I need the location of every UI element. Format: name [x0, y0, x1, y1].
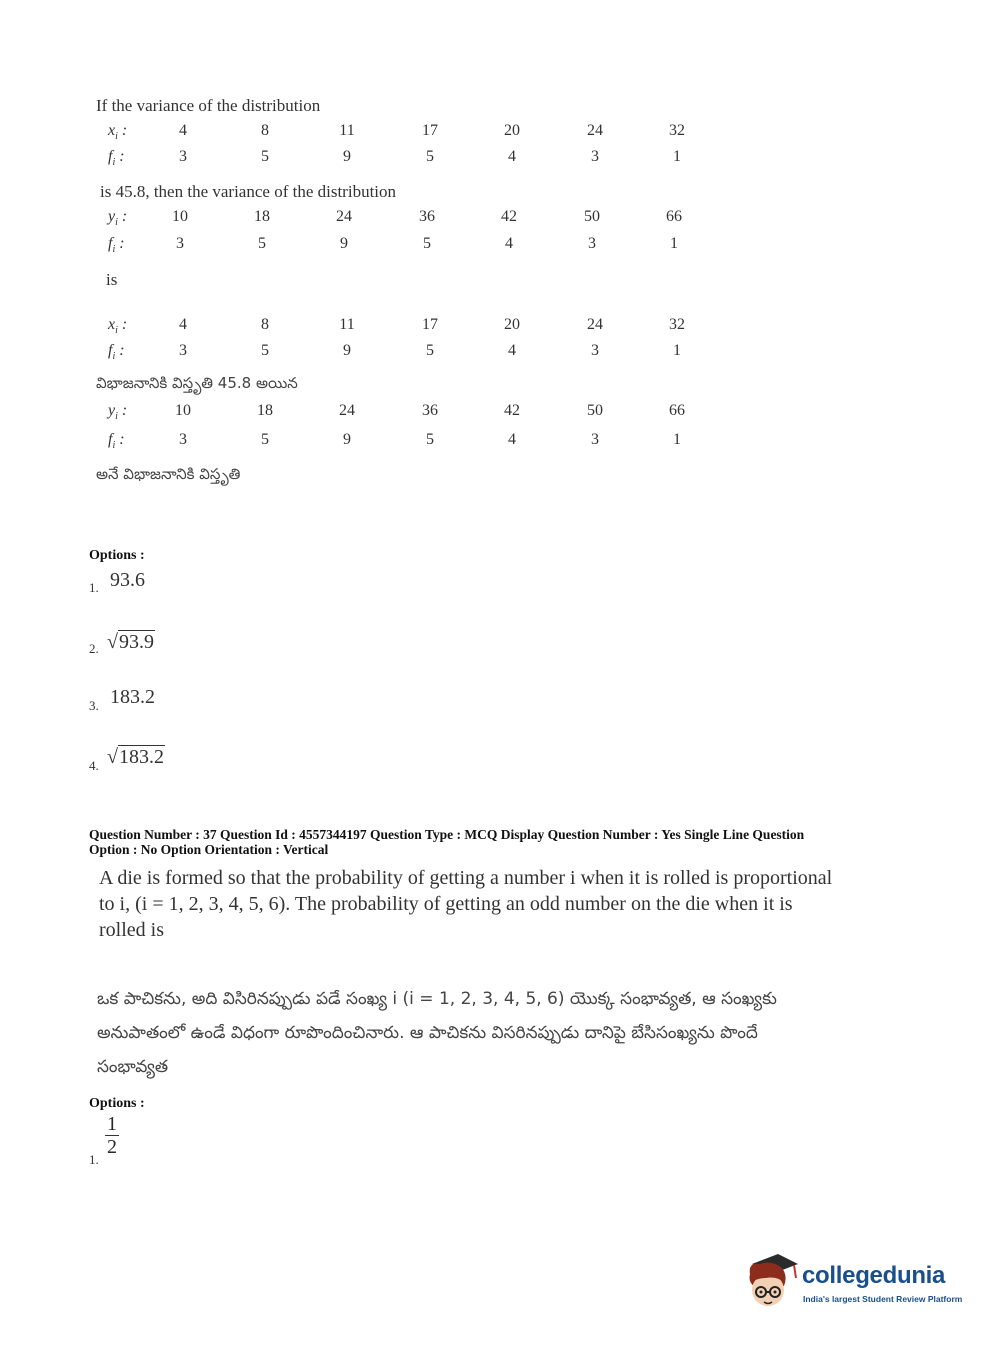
- table-cell: 24: [587, 122, 603, 139]
- table-cell: 50: [587, 402, 603, 419]
- table-3-x-row: [0, 316, 1001, 340]
- table-cell: 66: [666, 208, 682, 225]
- table-cell: 8: [261, 122, 269, 139]
- table-cell: 50: [584, 208, 600, 225]
- table-cell: 9: [343, 148, 351, 165]
- table-cell: 4: [508, 431, 516, 448]
- option-value: 93.6: [110, 569, 145, 591]
- sqrt-icon: √: [107, 746, 118, 768]
- table-cell: 17: [422, 316, 438, 333]
- table-cell: 11: [339, 316, 355, 333]
- table-cell: 4: [179, 316, 187, 333]
- table-cell: 10: [172, 208, 188, 225]
- table-cell: 3: [179, 342, 187, 359]
- table-cell: 3: [179, 431, 187, 448]
- options-label: Options :: [89, 1096, 145, 1111]
- f-label: $f_i$ :: [108, 235, 125, 256]
- table-cell: 9: [340, 235, 348, 252]
- question-line: సంభావ్యత: [97, 1057, 169, 1077]
- question-header-line-2: Option : No Option Orientation : Vertical: [89, 842, 329, 857]
- table-cell: 36: [422, 402, 438, 419]
- table-cell: 18: [254, 208, 270, 225]
- table-cell: 5: [261, 148, 269, 165]
- question-line: rolled is: [99, 919, 164, 941]
- table-1-x-row: [0, 122, 1001, 146]
- table-4-f-row: [0, 431, 1001, 455]
- x-label: $x_i$ :: [108, 122, 128, 143]
- table-cell: 36: [419, 208, 435, 225]
- table-cell: 3: [591, 431, 599, 448]
- table-cell: 1: [673, 342, 681, 359]
- logo-name: collegedunia: [802, 1262, 946, 1289]
- table-cell: 5: [423, 235, 431, 252]
- table-cell: 24: [587, 316, 603, 333]
- option-value: √93.9: [107, 631, 154, 653]
- sqrt-icon: √: [107, 631, 118, 653]
- options-label: Options :: [89, 548, 145, 563]
- table-cell: 4: [179, 122, 187, 139]
- table-cell: 5: [261, 431, 269, 448]
- fraction-denominator: 2: [107, 1136, 117, 1158]
- table-cell: 1: [673, 431, 681, 448]
- table-4-y-row: [0, 402, 1001, 426]
- table-cell: 8: [261, 316, 269, 333]
- f-label: $f_i$ :: [108, 148, 125, 169]
- f-label: $f_i$ :: [108, 342, 125, 363]
- table-cell: 5: [261, 342, 269, 359]
- question-line: to i, (i = 1, 2, 3, 4, 5, 6). The probability of getting an odd number on the die when it is: [99, 893, 793, 915]
- option-number: 1.: [89, 580, 99, 595]
- q36-end-en: is: [106, 270, 118, 289]
- table-cell: 5: [426, 431, 434, 448]
- table-2-f-row: [0, 235, 1001, 259]
- table-cell: 20: [504, 316, 520, 333]
- table-cell: 42: [501, 208, 517, 225]
- table-1-f-row: [0, 148, 1001, 172]
- table-cell: 1: [673, 148, 681, 165]
- q36-end-te: అనే విభాజనానికి విస్తృతి: [96, 465, 241, 483]
- table-cell: 10: [175, 402, 191, 419]
- table-cell: 9: [343, 431, 351, 448]
- option-number: 4.: [89, 758, 99, 773]
- question-text-te: [97, 982, 907, 1084]
- table-cell: 32: [669, 316, 685, 333]
- table-cell: 3: [179, 148, 187, 165]
- table-cell: 3: [176, 235, 184, 252]
- table-cell: 11: [339, 122, 355, 139]
- table-cell: 20: [504, 122, 520, 139]
- collegedunia-logo[interactable]: [742, 1250, 972, 1312]
- table-cell: 24: [339, 402, 355, 419]
- f-label: $f_i$ :: [108, 431, 125, 452]
- question-line: ఒక పాచికను, అది విసిరినప్పుడు పడే సంఖ్య i (i = 1, 2, 3, 4, 5, 6) యొక్క సంభావ్యత, ఆ సంఖ్యకు: [97, 989, 777, 1009]
- fraction-numerator: 1: [107, 1113, 117, 1135]
- table-cell: 3: [588, 235, 596, 252]
- table-3-f-row: [0, 342, 1001, 366]
- q36-middle-te: విభాజనానికి విస్తృతి 45.8 అయిన: [96, 374, 298, 392]
- table-cell: 1: [670, 235, 678, 252]
- table-cell: 5: [426, 342, 434, 359]
- option-number: 1.: [89, 1152, 99, 1167]
- option-value: 183.2: [110, 686, 155, 708]
- table-cell: 18: [257, 402, 273, 419]
- table-cell: 3: [591, 342, 599, 359]
- x-label: $x_i$ :: [108, 316, 128, 337]
- table-cell: 3: [591, 148, 599, 165]
- table-cell: 4: [508, 148, 516, 165]
- q36-intro: If the variance of the distribution: [96, 96, 321, 115]
- logo-tagline: India's largest Student Review Platform: [803, 1294, 963, 1304]
- mascot-icon: [742, 1250, 800, 1312]
- table-cell: 66: [669, 402, 685, 419]
- question-header: [89, 827, 804, 857]
- option-number: 2.: [89, 641, 99, 656]
- table-2-y-row: [0, 208, 1001, 232]
- table-cell: 32: [669, 122, 685, 139]
- table-cell: 24: [336, 208, 352, 225]
- table-cell: 17: [422, 122, 438, 139]
- question-line: A die is formed so that the probability of getting a number i when it is rolled is proportional: [99, 867, 833, 889]
- option-number: 3.: [89, 698, 99, 713]
- question-text-en: [99, 865, 899, 943]
- table-cell: 5: [426, 148, 434, 165]
- q36-middle-en: is 45.8, then the variance of the distribution: [100, 182, 397, 201]
- table-cell: 9: [343, 342, 351, 359]
- y-label: $y_i$ :: [108, 402, 128, 423]
- table-cell: 4: [508, 342, 516, 359]
- fraction: [105, 1113, 119, 1158]
- option-value: √183.2: [107, 746, 164, 768]
- table-cell: 4: [505, 235, 513, 252]
- question-line: అనుపాతంలో ఉండే విధంగా రూపొందించినారు. ఆ పాచికను విసరినప్పుడు దానిపై బేసిసంఖ్యను పొందే: [97, 1023, 758, 1043]
- question-header-line-1: Question Number : 37 Question Id : 4557344197 Question Type : MCQ Display Question Number : Yes Single Line Question: [89, 827, 805, 842]
- y-label: $y_i$ :: [108, 208, 128, 229]
- table-cell: 5: [258, 235, 266, 252]
- table-cell: 42: [504, 402, 520, 419]
